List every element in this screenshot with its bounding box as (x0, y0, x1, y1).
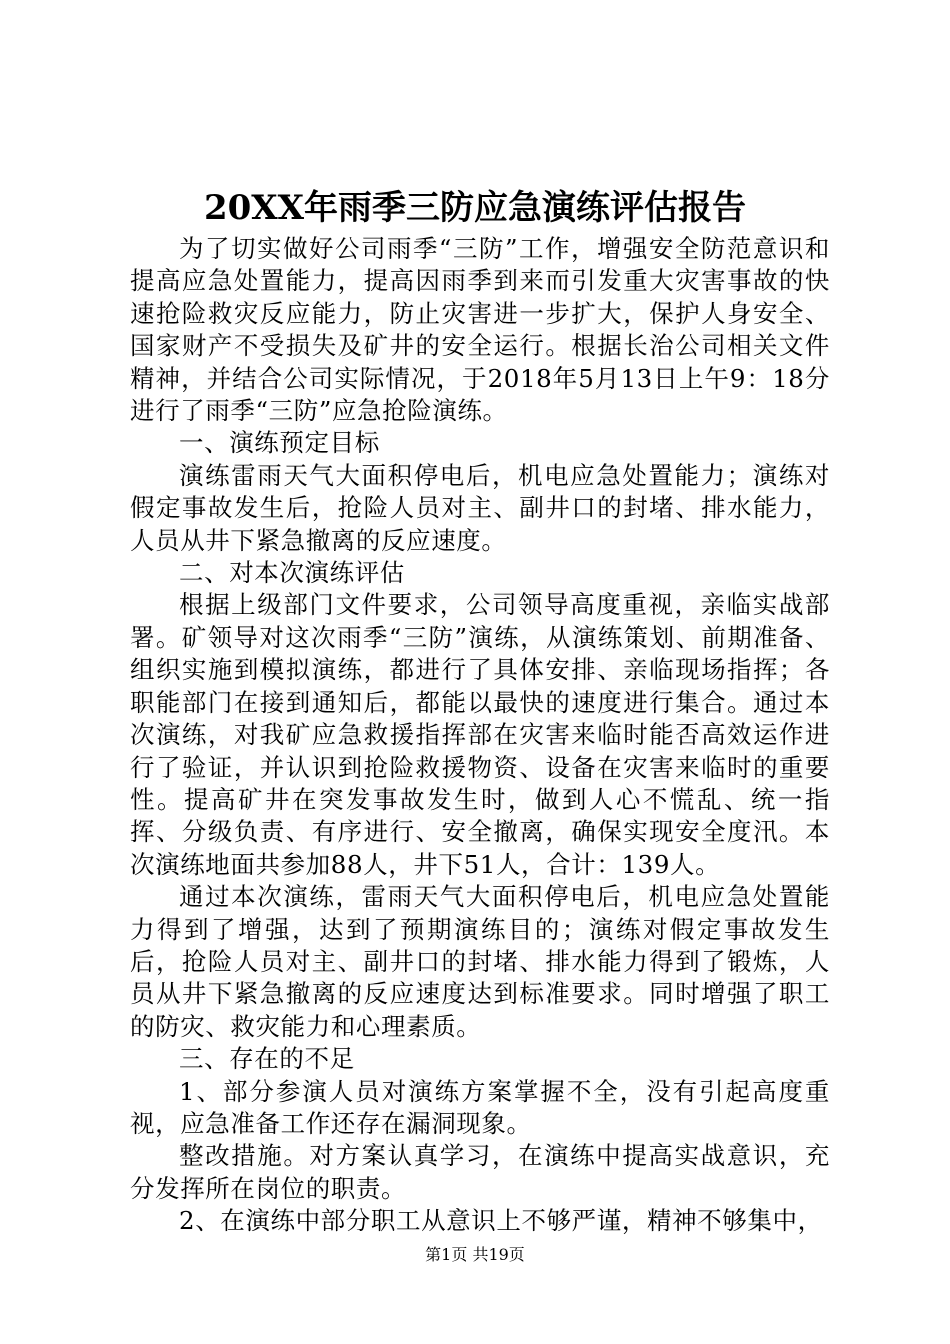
paragraph-issue-1: 1、部分参演人员对演练方案掌握不全，没有引起高度重视，应急准备工作还存在漏洞现象。 (130, 1076, 830, 1138)
page-indicator: 第1页 共19页 (425, 1245, 525, 1264)
paragraph-intro: 为了切实做好公司雨季“三防”工作，增强安全防范意识和提高应急处置能力，提高因雨季到来而引发重大灾害事故的快速抢险救灾反应能力，防止灾害进一步扩大，保护人身安全、国家财产不受损失及矿井的安全运行。根据长治公司相关文件精神，并结合公司实际情况，于2018年5月13日上午9：18分进行了雨季“三防”应急抢险演练。 (130, 234, 830, 426)
paragraph-goals: 演练雷雨天气大面积停电后，机电应急处置能力；演练对假定事故发生后，抢险人员对主、副井口的封堵、排水能力，人员从井下紧急撤离的反应速度。 (130, 460, 830, 555)
paragraph-evaluation: 根据上级部门文件要求，公司领导高度重视，亲临实战部署。矿领导对这次雨季“三防”演练，从演练策划、前期准备、组织实施到模拟演练，都进行了具体安排、亲临现场指挥；各职能部门在接到通知后，都能以最快的速度进行集合。通过本次演练，对我矿应急救援指挥部在灾害来临时能否高效运作进行了验证，并认识到抢险救援物资、设备在灾害来临时的重要性。提高矿井在突发事故发生时，做到人心不慌乱、统一指挥、分级负责、有序进行、安全撤离，确保实现安全度汛。本次演练地面共参加88人，井下51人，合计：139人。 (130, 590, 830, 879)
section-heading-1: 一、演练预定目标 (179, 428, 380, 458)
document-body (130, 233, 830, 1238)
section-heading-2: 二、对本次演练评估 (179, 558, 405, 588)
paragraph-issue-2: 2、在演练中部分职工从意识上不够严谨，精神不够集中， (179, 1206, 823, 1236)
section-heading-3: 三、存在的不足 (179, 1044, 355, 1074)
document-title: 20XX年雨季三防应急演练评估报告 (203, 188, 747, 228)
paragraph-fix-1: 整改措施。对方案认真学习，在演练中提高实战意识，充分发挥所在岗位的职责。 (130, 1141, 830, 1203)
paragraph-results: 通过本次演练，雷雨天气大面积停电后，机电应急处置能力得到了增强，达到了预期演练目的；演练对假定事故发生后，抢险人员对主、副井口的封堵、排水能力得到了锻炼，人员从井下紧急撤离的反应速度达到标准要求。同时增强了职工的防灾、救灾能力和心理素质。 (130, 882, 830, 1041)
